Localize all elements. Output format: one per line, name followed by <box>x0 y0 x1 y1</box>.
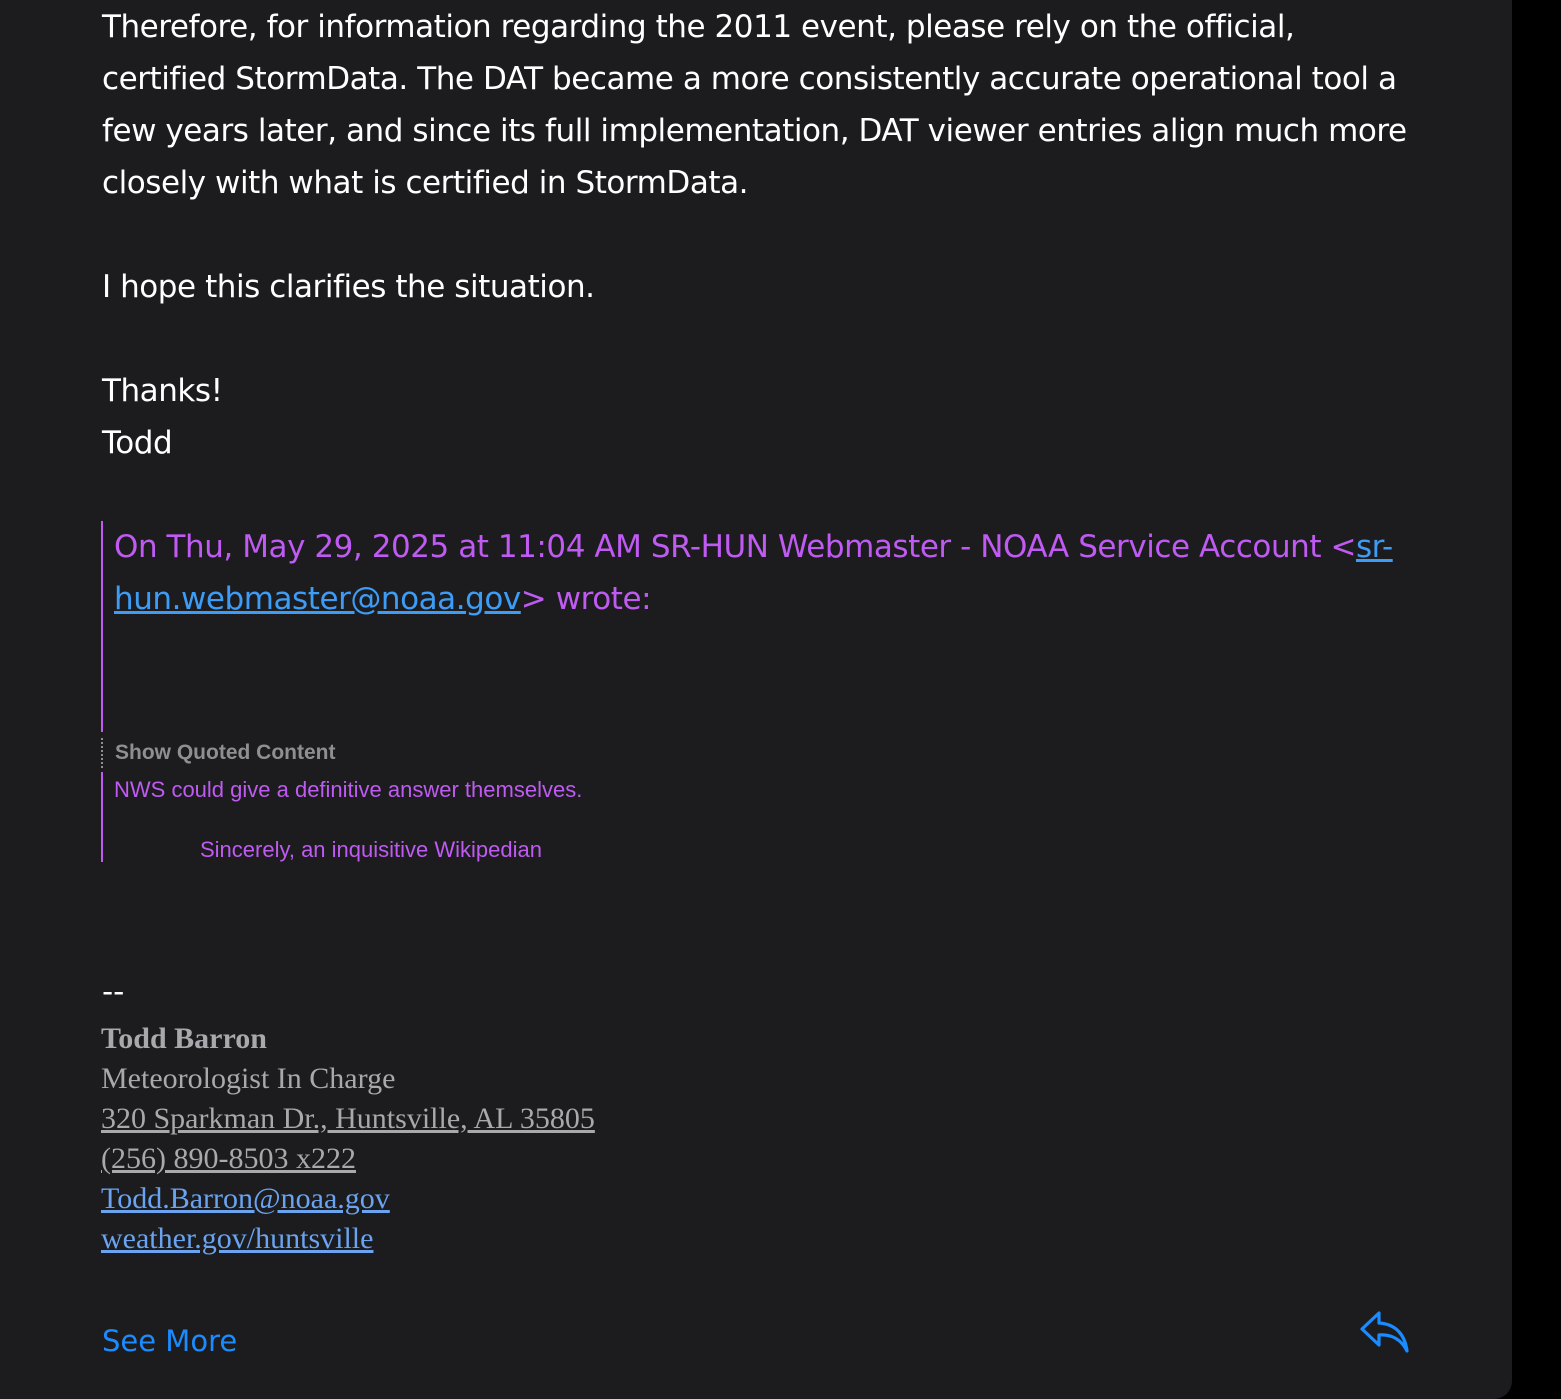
sender-first-name: Todd <box>102 425 173 461</box>
closing-line: I hope this clarifies the situation. <box>102 269 595 305</box>
show-quoted-content-button[interactable]: Show Quoted Content <box>101 738 335 768</box>
signature-email-link[interactable]: Todd.Barron@noaa.gov <box>101 1182 390 1215</box>
quote-attribution-prefix: On Thu, May 29, 2025 at 11:04 AM SR-HUN Webmaster - NOAA Service Account < <box>114 529 1356 565</box>
signature-address-link[interactable]: 320 Sparkman Dr., Huntsville, AL 35805 <box>101 1102 595 1135</box>
quoted-content <box>101 772 1003 862</box>
quote-attribution-suffix: > wrote: <box>520 581 652 617</box>
quoted-sender-email-link-cont[interactable]: hun.webmaster@noaa.gov <box>114 581 521 617</box>
signature-name: Todd Barron <box>101 1022 267 1055</box>
sign-off <box>102 365 1422 469</box>
signature-website-link[interactable]: weather.gov/huntsville <box>101 1222 374 1255</box>
thanks-line: Thanks! <box>102 373 223 409</box>
email-signature <box>101 1019 595 1259</box>
quoted-signoff-line: Sincerely, an inquisitive Wikipedian <box>200 837 542 862</box>
quote-attribution <box>114 521 1393 625</box>
quoted-text-line: NWS could give a definitive answer themselves. <box>114 777 583 802</box>
body-line: certified StormData. The DAT became a more consistently accurate operational tool a <box>102 61 1397 97</box>
signature-phone-link[interactable]: (256) 890-8503 x222 <box>101 1142 356 1175</box>
signature-separator: -- <box>102 974 125 1010</box>
closing-paragraph <box>102 261 1422 313</box>
reply-arrow-icon-graphic <box>1357 1308 1411 1356</box>
quoted-sender-email-link[interactable]: sr- <box>1355 529 1393 565</box>
quoted-reply-header <box>101 521 1423 732</box>
see-more-button[interactable]: See More <box>102 1324 238 1358</box>
body-line: few years later, and since its full implementation, DAT viewer entries align much more <box>102 113 1407 149</box>
body-line: closely with what is certified in StormData. <box>102 165 749 201</box>
message-body-paragraph <box>102 1 1422 209</box>
body-line: Therefore, for information regarding the 2011 event, please rely on the official, <box>102 9 1295 45</box>
signature-title: Meteorologist In Charge <box>101 1062 396 1095</box>
reply-arrow-icon[interactable] <box>1357 1308 1411 1356</box>
